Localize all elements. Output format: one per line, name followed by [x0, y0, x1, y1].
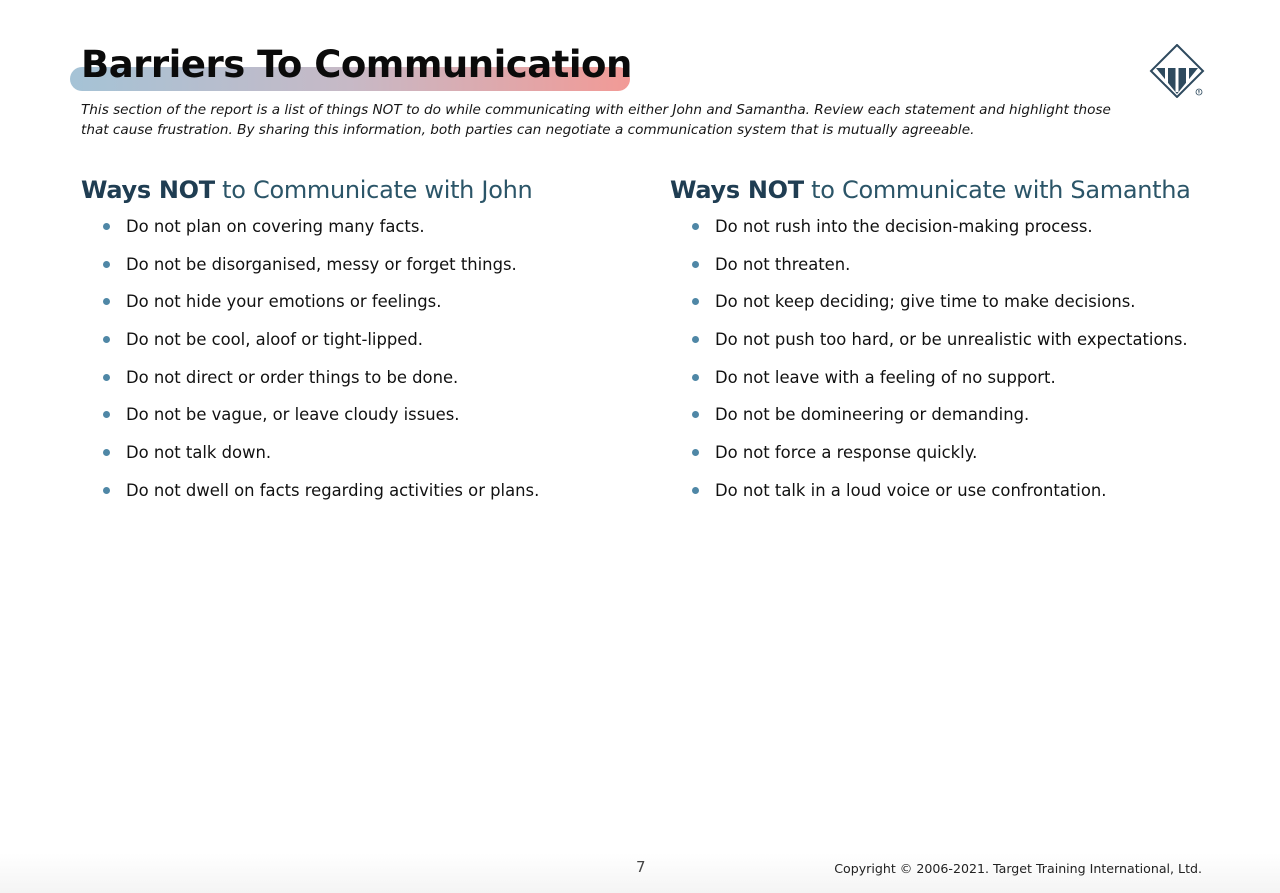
- samantha-list-item: [670, 472, 1270, 510]
- copyright-notice: Copyright © 2006-2021. Target Training International, Ltd.: [834, 861, 1202, 876]
- john-list-item: [81, 208, 641, 246]
- john-heading-rest: to Communicate with John: [214, 176, 533, 204]
- john-list-item: [81, 434, 641, 472]
- bullet-icon: [692, 261, 699, 268]
- samantha-item-text: Do not be domineering or demanding.: [715, 405, 1030, 425]
- samantha-item-text: Do not push too hard, or be unrealistic with expectations.: [715, 330, 1188, 350]
- svg-text:R: R: [1197, 89, 1201, 95]
- bullet-icon: [692, 374, 699, 381]
- john-column: [81, 172, 641, 510]
- john-item-text: Do not be vague, or leave cloudy issues.: [126, 405, 460, 425]
- john-item-text: Do not talk down.: [126, 443, 272, 463]
- bullet-icon: [103, 411, 110, 418]
- john-item-text: Do not be cool, aloof or tight-lipped.: [126, 330, 423, 350]
- samantha-list-item: [670, 321, 1270, 359]
- john-item-text: Do not dwell on facts regarding activities or plans.: [126, 480, 540, 500]
- bullet-icon: [692, 487, 699, 494]
- title-block: [70, 40, 632, 92]
- ttisi-logo-icon: [1148, 44, 1206, 98]
- john-heading-strong: Ways NOT: [81, 176, 215, 204]
- samantha-list-item: [670, 359, 1270, 397]
- bullet-icon: [692, 223, 699, 230]
- john-list: [81, 208, 641, 510]
- john-list-item: [81, 472, 641, 510]
- john-heading: [81, 172, 641, 208]
- bullet-icon: [103, 298, 110, 305]
- bullet-icon: [103, 223, 110, 230]
- john-item-text: Do not be disorganised, messy or forget things.: [126, 254, 517, 274]
- bullet-icon: [692, 411, 699, 418]
- samantha-item-text: Do not force a response quickly.: [715, 443, 978, 463]
- bullet-icon: [103, 449, 110, 456]
- samantha-item-text: Do not keep deciding; give time to make decisions.: [715, 292, 1136, 312]
- page-number: 7: [636, 858, 646, 876]
- samantha-column: [670, 172, 1270, 510]
- samantha-item-text: Do not rush into the decision-making process.: [715, 217, 1093, 236]
- samantha-item-text: Do not threaten.: [715, 254, 851, 274]
- samantha-list-item: [670, 434, 1270, 472]
- samantha-item-text: Do not leave with a feeling of no support.: [715, 367, 1056, 387]
- samantha-item-text: Do not talk in a loud voice or use confrontation.: [715, 480, 1107, 500]
- john-item-text: Do not plan on covering many facts.: [126, 217, 425, 236]
- john-list-item: [81, 396, 641, 434]
- samantha-list-item: [670, 396, 1270, 434]
- samantha-heading: [670, 172, 1270, 208]
- samantha-heading-strong: Ways NOT: [670, 176, 804, 204]
- intro-paragraph: This section of the report is a list of things NOT to do while communicating with either John and Samantha. Review each statement and highlight those that cause frustration. By sharing this information, both parties can negotiate a communication system that is mutually agreeable.: [81, 102, 1111, 138]
- samantha-heading-rest: to Communicate with Samantha: [803, 176, 1191, 204]
- samantha-list-item: [670, 208, 1270, 246]
- john-list-item: [81, 321, 641, 359]
- samantha-list-item: [670, 246, 1270, 284]
- bullet-icon: [692, 449, 699, 456]
- bullet-icon: [103, 261, 110, 268]
- samantha-list-item: [670, 283, 1270, 321]
- john-list-item: [81, 283, 641, 321]
- page-title: Barriers To Communication: [81, 43, 632, 86]
- john-item-text: Do not hide your emotions or feelings.: [126, 292, 442, 312]
- samantha-list: [670, 208, 1270, 510]
- bullet-icon: [103, 336, 110, 343]
- john-item-text: Do not direct or order things to be done.: [126, 367, 459, 387]
- bullet-icon: [692, 336, 699, 343]
- bullet-icon: [692, 298, 699, 305]
- john-list-item: [81, 359, 641, 397]
- bullet-icon: [103, 487, 110, 494]
- john-list-item: [81, 246, 641, 284]
- bullet-icon: [103, 374, 110, 381]
